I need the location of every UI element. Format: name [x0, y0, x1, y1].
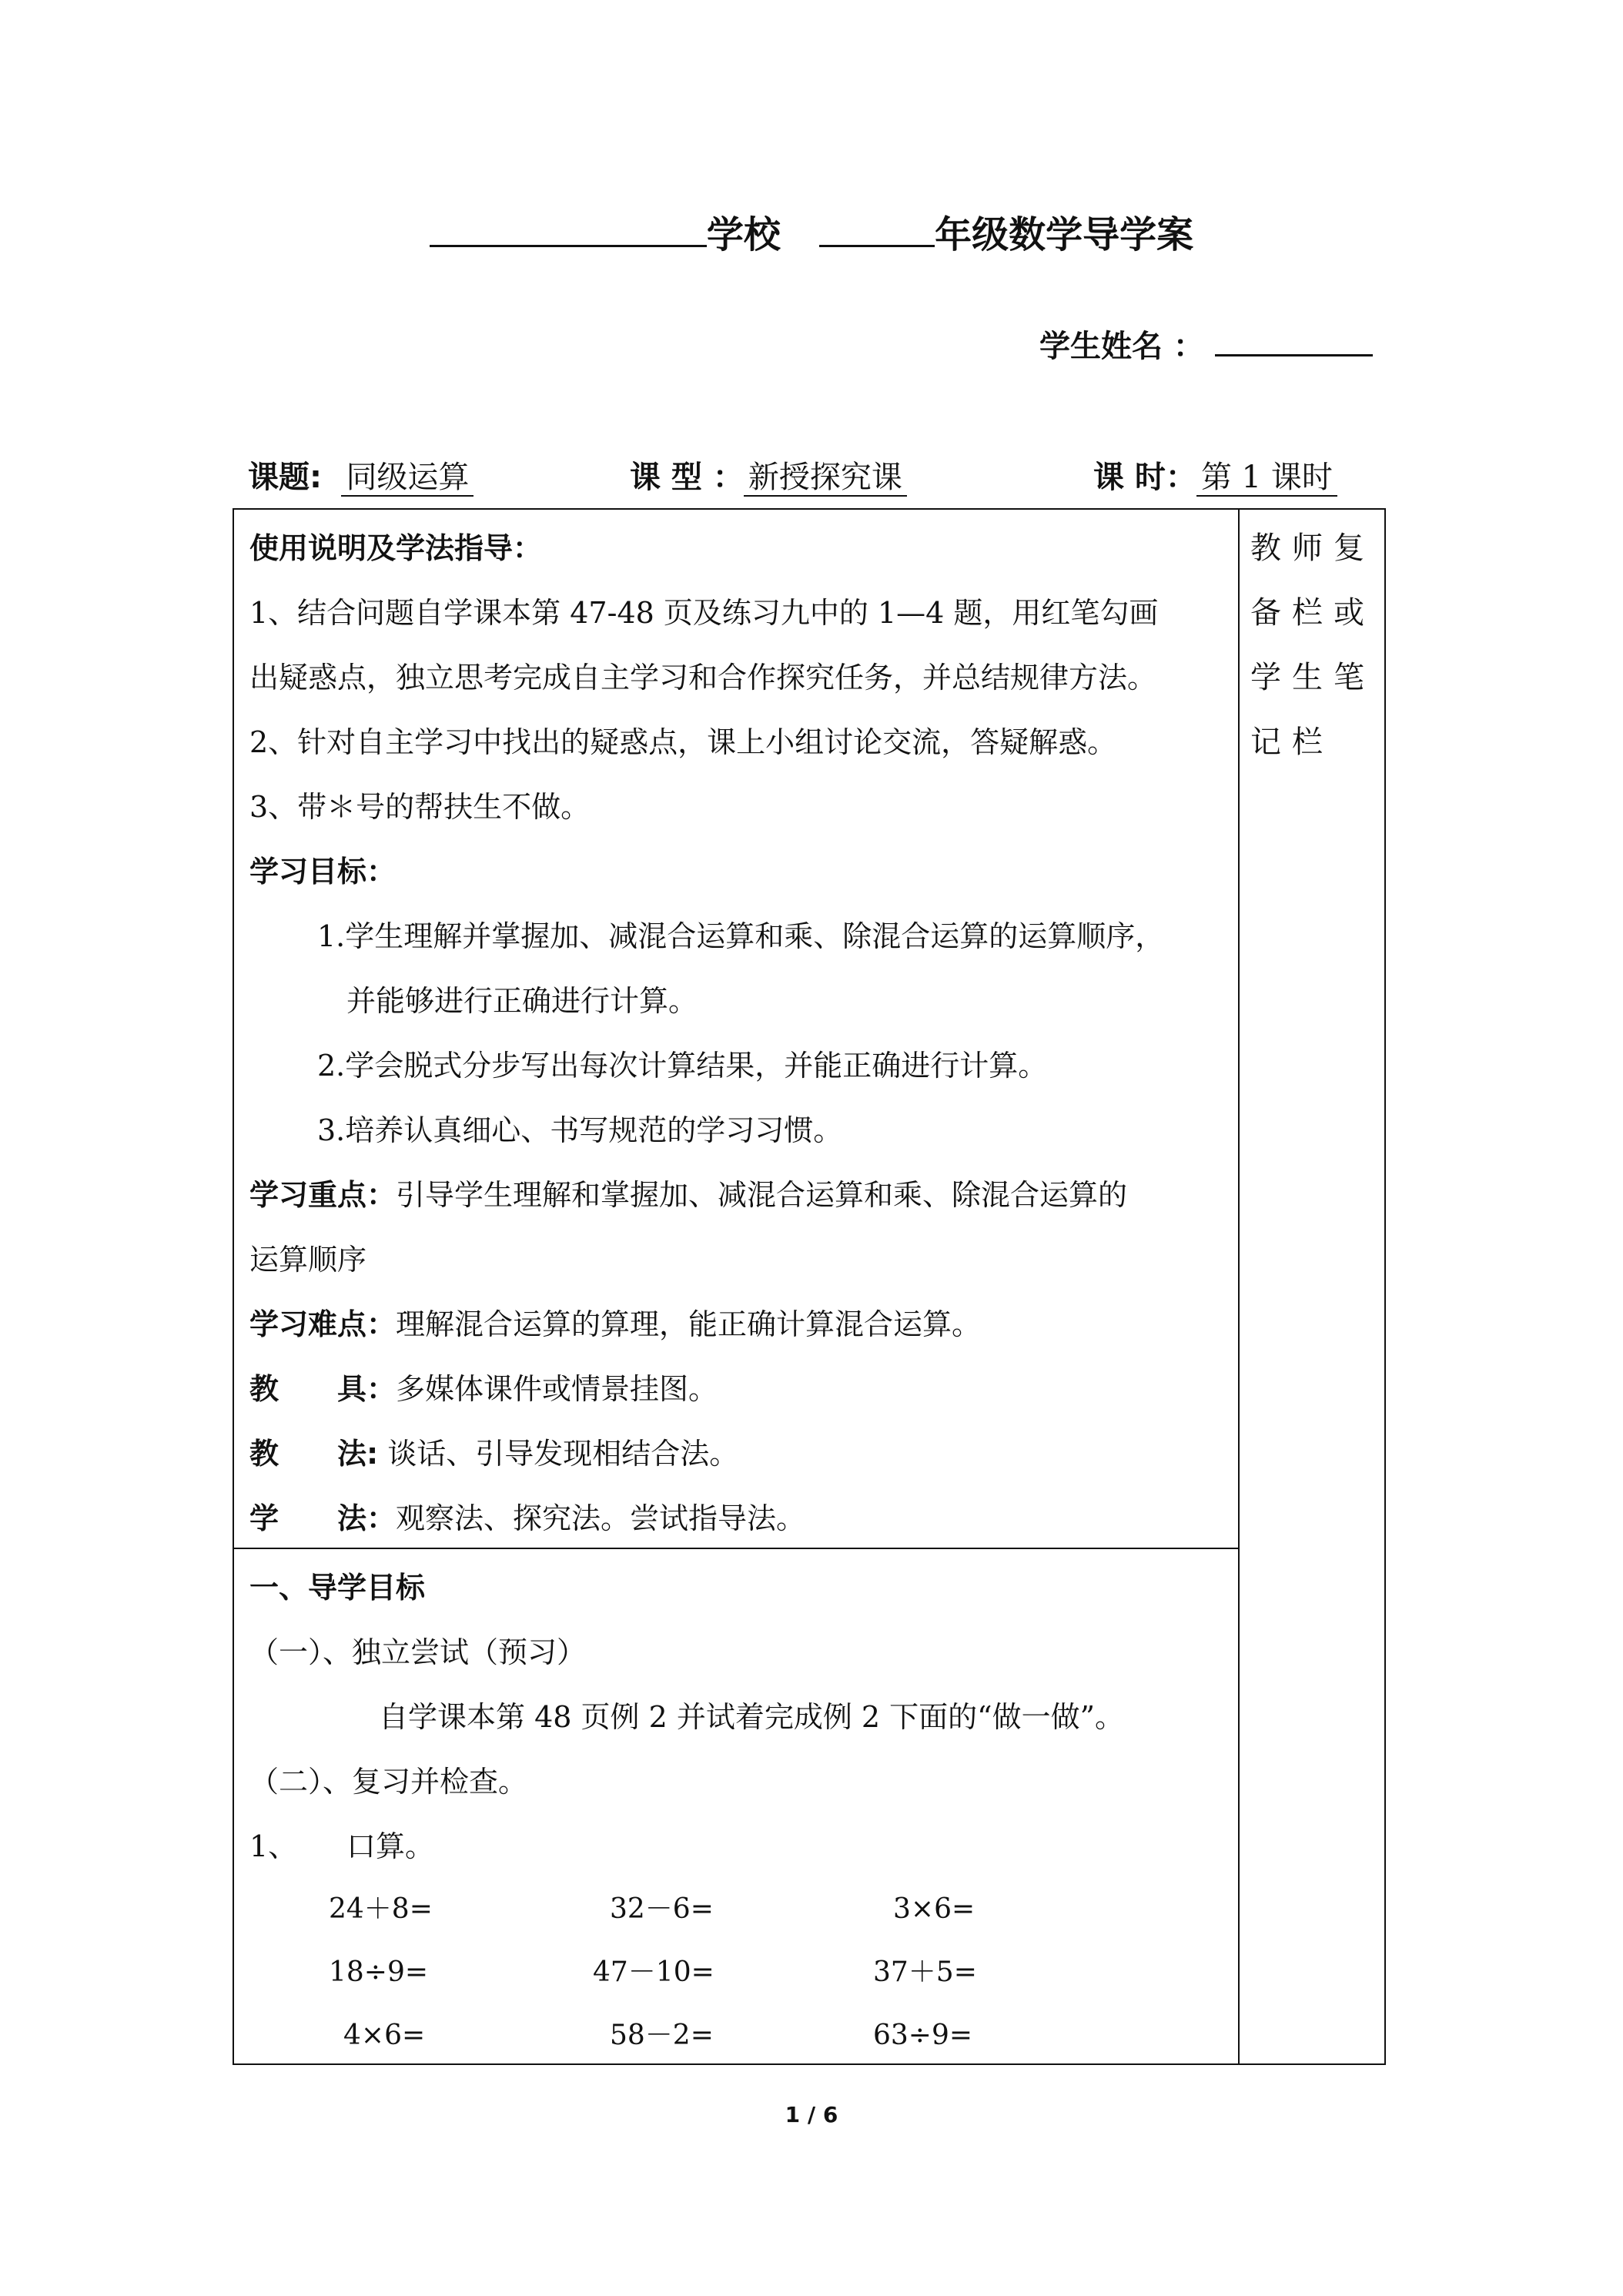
- oral-calc-label: 口算。: [346, 1829, 435, 1863]
- type-field: 课 型 ： 新授探究课: [630, 454, 907, 500]
- learning-method: 学 法：观察法、探究法。尝试指导法。: [249, 1501, 806, 1535]
- calc-item: 4×6=: [343, 2020, 426, 2051]
- topic-field: 课题: 同级运算: [248, 454, 474, 500]
- guide-heading: 使用说明及学法指导：: [249, 531, 543, 565]
- objective-item: 2.学会脱式分步写出每次计算结果，并能正确进行计算。: [317, 1049, 1048, 1083]
- objective-item: 3.培养认真细心、书写规范的学习习惯。: [317, 1113, 843, 1147]
- key-point-cont: 运算顺序: [249, 1243, 367, 1277]
- guide-item: 2、针对自主学习中找出的疑惑点，课上小组讨论交流，答疑解惑。: [249, 725, 1117, 759]
- calc-item: 18÷9=: [329, 1956, 429, 1988]
- period-field: 课 时： 第 1 课时: [1093, 454, 1337, 500]
- period-value: 第 1 课时: [1196, 460, 1337, 497]
- student-name-label: 学生姓名 ：: [1039, 329, 1204, 364]
- grade-blank[interactable]: [819, 206, 935, 247]
- key-point: 学习重点：引导学生理解和掌握加、减混合运算和乘、除混合运算的: [249, 1178, 1128, 1212]
- objective-item: 并能够进行正确进行计算。: [346, 984, 698, 1018]
- guide-item: 出疑惑点，独立思考完成自主学习和合作探究任务，并总结规律方法。: [249, 661, 1157, 694]
- table-border-left: [233, 508, 234, 2065]
- subsection-heading: （一）、独立尝试（预习）: [249, 1635, 587, 1669]
- calc-item: 63÷9=: [873, 2020, 973, 2051]
- student-name-blank[interactable]: [1215, 316, 1373, 356]
- table-border-top: [233, 508, 1386, 510]
- difficulty: 学习难点：理解混合运算的算理，能正确计算混合运算。: [249, 1307, 982, 1341]
- calc-item: 32－6=: [610, 1893, 714, 1925]
- table-border-right: [1384, 508, 1386, 2065]
- teaching-tools: 教 具：多媒体课件或情景挂图。: [249, 1372, 718, 1406]
- calc-item: 37＋5=: [873, 1956, 977, 1988]
- subsection-heading: （二）、复习并检查。: [249, 1765, 528, 1799]
- objective-item: 1.学生理解并掌握加、减混合运算和乘、除混合运算的运算顺序，: [317, 919, 1165, 953]
- guide-item: 3、带＊号的帮扶生不做。: [249, 790, 591, 824]
- student-name-row: [1039, 316, 1373, 370]
- calc-item: 3×6=: [893, 1893, 975, 1925]
- calc-item: 24＋8=: [329, 1893, 433, 1925]
- oral-calc-num: 1、: [249, 1829, 298, 1863]
- page-number: 1 / 6: [785, 2102, 838, 2127]
- type-value: 新授探究课: [744, 460, 907, 497]
- table-column-divider: [1238, 508, 1240, 2065]
- guide-item: 1、结合问题自学课本第 47-48 页及练习九中的 1—4 题，用红笔勾画: [249, 596, 1159, 630]
- subsection-text: 自学课本第 48 页例 2 并试着完成例 2 下面的“做一做”。: [379, 1700, 1125, 1734]
- section-heading: 一、导学目标: [249, 1571, 426, 1605]
- objectives-heading: 学习目标：: [249, 855, 397, 889]
- school-blank[interactable]: [430, 206, 707, 247]
- lesson-table: [233, 508, 1386, 2065]
- page-title: 学校 年级数学导学案: [0, 206, 1623, 262]
- calc-item: 47－10=: [593, 1956, 714, 1988]
- topic-value: 同级运算: [341, 460, 474, 497]
- teaching-method: 教 法: 谈话、引导发现相结合法。: [249, 1437, 739, 1471]
- table-border-bottom: [233, 2063, 1386, 2065]
- calc-item: 58－2=: [610, 2020, 714, 2051]
- teacher-notes-column: 教师复备栏或学生笔记栏: [1250, 530, 1375, 760]
